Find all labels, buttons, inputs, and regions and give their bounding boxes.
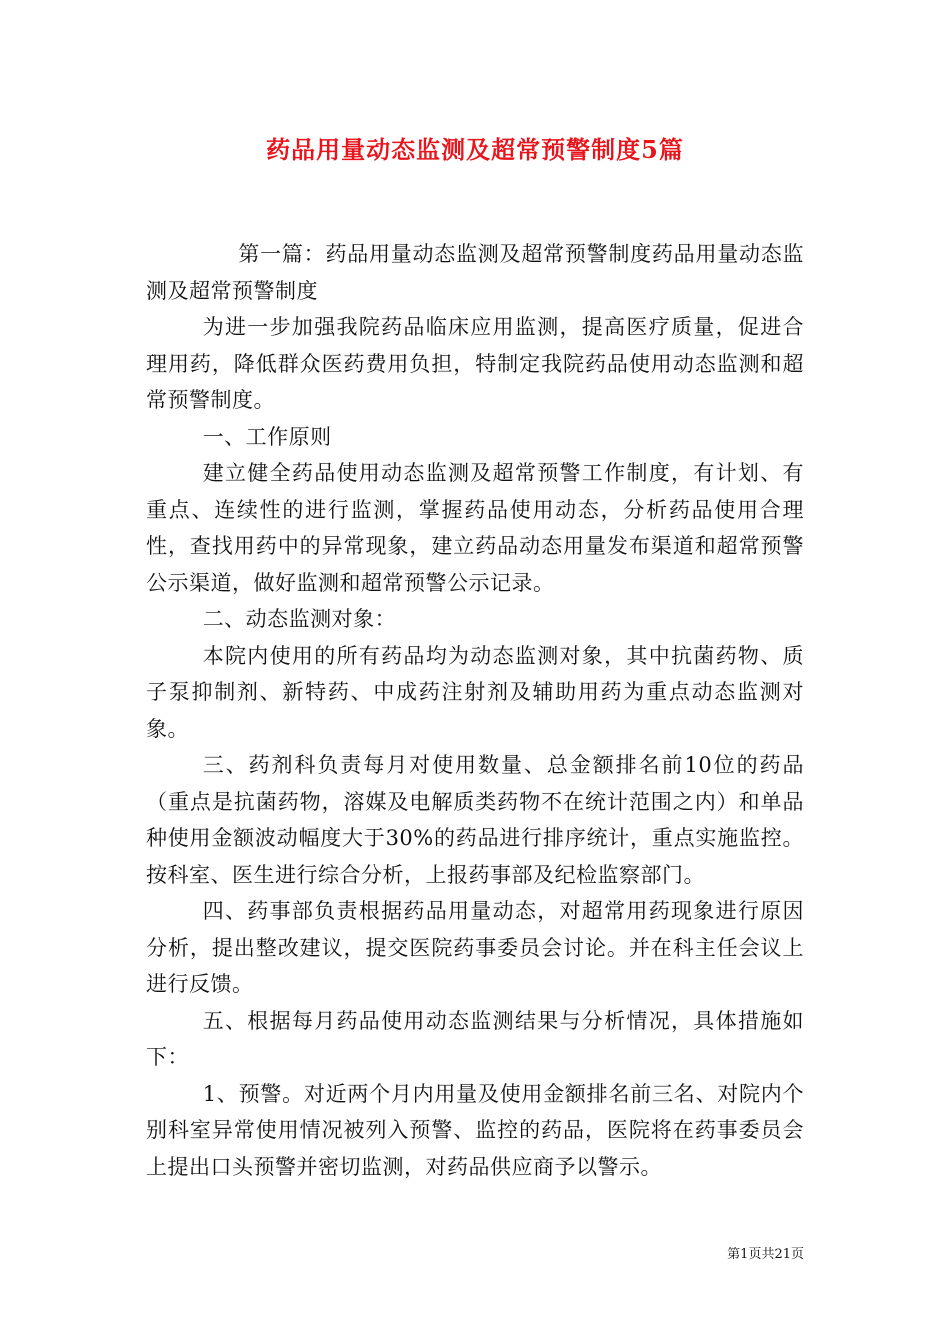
paragraph-4: 本院内使用的所有药品均为动态监测对象，其中抗菌药物、质子泵抑制剂、新特药、中成药注射剂及辅助用药为重点动态监测对象。 <box>146 643 804 741</box>
paragraph-2: 为进一步加强我院药品临床应用监测，提高医疗质量，促进合理用药，降低群众医药费用负担，特制定我院药品使用动态监测和超常预警制度。 <box>146 315 804 412</box>
document-body <box>146 236 804 1185</box>
paragraph-5: 三、药剂科负责每月对使用数量、总金额排名前10位的药品（重点是抗菌药物，溶媒及电解质类药物不在统计范围之内）和单品种使用金额波动幅度大于30%的药品进行排序统计，重点实施监控。按科室、医生进行综合分析，上报药事部及纪检监察部门。 <box>146 753 804 887</box>
section-heading-1: 一、工作原则 <box>202 424 332 449</box>
paragraph-7: 五、根据每月药品使用动态监测结果与分析情况，具体措施如下： <box>146 1008 804 1069</box>
document-title: 药品用量动态监测及超常预警制度5篇 <box>266 135 684 164</box>
paragraph-8: 1、预警。对近两个月内用量及使用金额排名前三名、对院内个别科室异常使用情况被列入预警、监控的药品，医院将在药事委员会上提出口头预警并密切监测，对药品供应商予以警示。 <box>146 1081 804 1179</box>
paragraph-6: 四、药事部负责根据药品用量动态，对超常用药现象进行原因分析，提出整改建议，提交医院药事委员会讨论。并在科主任会议上进行反馈。 <box>146 899 804 996</box>
page-number: 第1页共21页 <box>727 1247 804 1262</box>
paragraph-1: 第一篇：药品用量动态监测及超常预警制度药品用量动态监测及超常预警制度 <box>146 242 804 303</box>
paragraph-3: 建立健全药品使用动态监测及超常预警工作制度，有计划、有重点、连续性的进行监测，掌握药品使用动态，分析药品使用合理性，查找用药中的异常现象，建立药品动态用量发布渠道和超常预警公示渠道，做好监测和超常预警公示记录。 <box>146 461 804 595</box>
section-heading-2: 二、动态监测对象： <box>202 607 397 631</box>
